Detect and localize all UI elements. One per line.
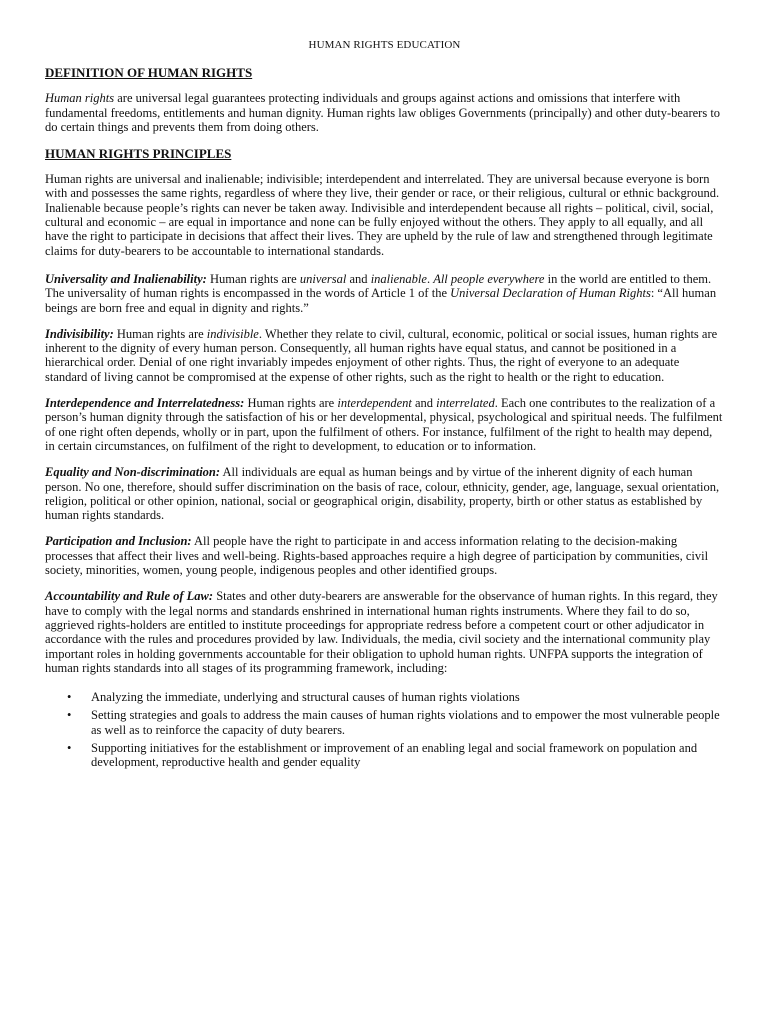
universality-paragraph <box>45 272 724 315</box>
definition-heading: DEFINITION OF HUMAN RIGHTS <box>45 65 253 81</box>
definition-text: are universal legal guarantees protecting individuals and groups against actions and omissions that interfere with fundamental freedoms, entitlements and human dignity. Human rights law obliges Governments (principally) and other duty-bearers to do certain things and prevents them from doing others. <box>45 91 721 134</box>
bullet-icon: • <box>67 690 72 705</box>
interdependence-emph-1: interdependent <box>337 396 412 411</box>
document-title: HUMAN RIGHTS EDUCATION <box>308 39 461 51</box>
accountability-paragraph <box>45 589 724 675</box>
interdependence-paragraph <box>45 396 724 453</box>
equality-term: Equality and Non-discrimination: <box>45 465 221 480</box>
list-item <box>67 740 724 770</box>
accountability-text: States and other duty-bearers are answerable for the observance of human rights. In this regard, they have to comply with the legal norms and standards enshrined in international human rights instruments. Where they fail to do so, aggrieved rights-holders are entitled to institute proceedings for appropriate redress before a competent court or other adjudicator in accordance with the rules and procedures provided by law. Individuals, the media, civil society and the international community play important roles in holding governments accountable for their obligation to uphold human rights. UNFPA supports the integration of human rights standards into all stages of its programming framework, including: <box>45 589 718 675</box>
universality-text-1: Human rights are <box>206 271 300 286</box>
bullet-icon: • <box>67 740 72 755</box>
indivisibility-emph-1: indivisible <box>206 326 259 341</box>
accountability-term: Accountability and Rule of Law: <box>45 589 214 604</box>
principles-intro: Human rights are universal and inalienable; indivisible; interdependent and interrelated. They are universal because everyone is born with and possesses the same rights, regardless of where they live, their gender or race, or their religious, cultural or ethnic background. Inalienable because people’s rights can never be taken away. Indivisible and interdependent because all rights – political, civil, social, cultural and economic – are equal in importance and none can be fully enjoyed without the others. They apply to all equally, and all have the right to participate in decisions that affect their lives. They are upheld by the rule of law and strengthened through legitimate claims for duty-bearers to be accountable to international standards. <box>45 172 720 258</box>
interdependence-text-3: . Each one contributes to the realization of a person’s human dignity through the satisfaction of his or her developmental, physical, psychological and spiritual needs. The fulfilment of one right often depends, wholly or in part, upon the fulfilment of others. For instance, fulfilment of the right to health may depend, in certain circumstances, on fulfilment of the right to development, to education or to information. <box>45 396 723 453</box>
bullet-icon: • <box>67 708 72 723</box>
indivisibility-text-2: . Whether they relate to civil, cultural, economic, political or social issues, human rights are inherent to the dignity of every human person. Consequently, all human rights have equal status, and cannot be positioned in a hierarchical order. Denial of one right invariably impedes enjoyment of other rights. Thus, the right of everyone to an adequate standard of living cannot be compromised at the expense of other rights, such as the right to health or the right to education. <box>45 326 718 384</box>
bullet-text: Setting strategies and goals to address the main causes of human rights violations and to empower the most vulnerable people as well as to reinforce the capacity of duty bearers. <box>91 708 720 737</box>
universality-text-2: and <box>346 271 371 286</box>
indivisibility-text-1: Human rights are <box>113 326 207 341</box>
universality-emph-3: All people everywhere <box>433 271 545 286</box>
framework-bullet-list <box>45 690 724 769</box>
interdependence-term: Interdependence and Interrelatedness: <box>45 396 245 411</box>
universality-emph-2: inalienable <box>370 271 427 286</box>
universality-emph-1: universal <box>299 271 347 286</box>
interdependence-text-2: and <box>411 396 437 411</box>
bullet-text: Analyzing the immediate, underlying and structural causes of human rights violations <box>91 690 520 705</box>
definition-term: Human rights <box>45 91 115 106</box>
list-item <box>67 690 724 705</box>
definition-paragraph <box>45 91 724 134</box>
principles-heading: HUMAN RIGHTS PRINCIPLES <box>45 146 232 162</box>
universality-text-5: : “All human <box>650 286 717 301</box>
indivisibility-paragraph <box>45 327 724 384</box>
participation-paragraph <box>45 534 724 577</box>
indivisibility-term: Indivisibility: <box>45 326 114 341</box>
universality-text-3: . <box>426 271 434 286</box>
equality-text: All individuals are equal as human beings and by virtue of the inherent dignity of each human person. No one, therefore, should suffer discrimination on the basis of race, colour, ethnicity, gender, age, language, sexual orientation, religion, political or other opinion, national, social or geographical origin, disability, property, birth or other status as established by human rights standards. <box>45 465 720 523</box>
universality-emph-4: Universal Declaration of Human Rights <box>450 286 651 301</box>
interdependence-text-1: Human rights are <box>244 396 338 411</box>
universality-term: Universality and Inalienability: <box>45 271 207 286</box>
participation-term: Participation and Inclusion: <box>45 534 192 549</box>
universality-text-4: in the world are entitled to them. The universality of human rights is encompassed in the words of Article 1 of the <box>45 271 712 301</box>
universality-text-6: beings are born free and equal in dignity and rights.” <box>45 300 309 315</box>
list-item <box>67 708 724 737</box>
interdependence-emph-2: interrelated <box>436 396 495 411</box>
bullet-text: Supporting initiatives for the establishment or improvement of an enabling legal and social framework on population and development, reproductive health and gender equality <box>91 740 698 770</box>
participation-text: All people have the right to participate in and access information relating to the decision-making processes that affect their lives and well-being. Rights-based approaches require a high degree of participation by communities, civil society, minorities, women, young people, indigenous peoples and other identified groups. <box>45 534 709 578</box>
equality-paragraph <box>45 465 724 522</box>
